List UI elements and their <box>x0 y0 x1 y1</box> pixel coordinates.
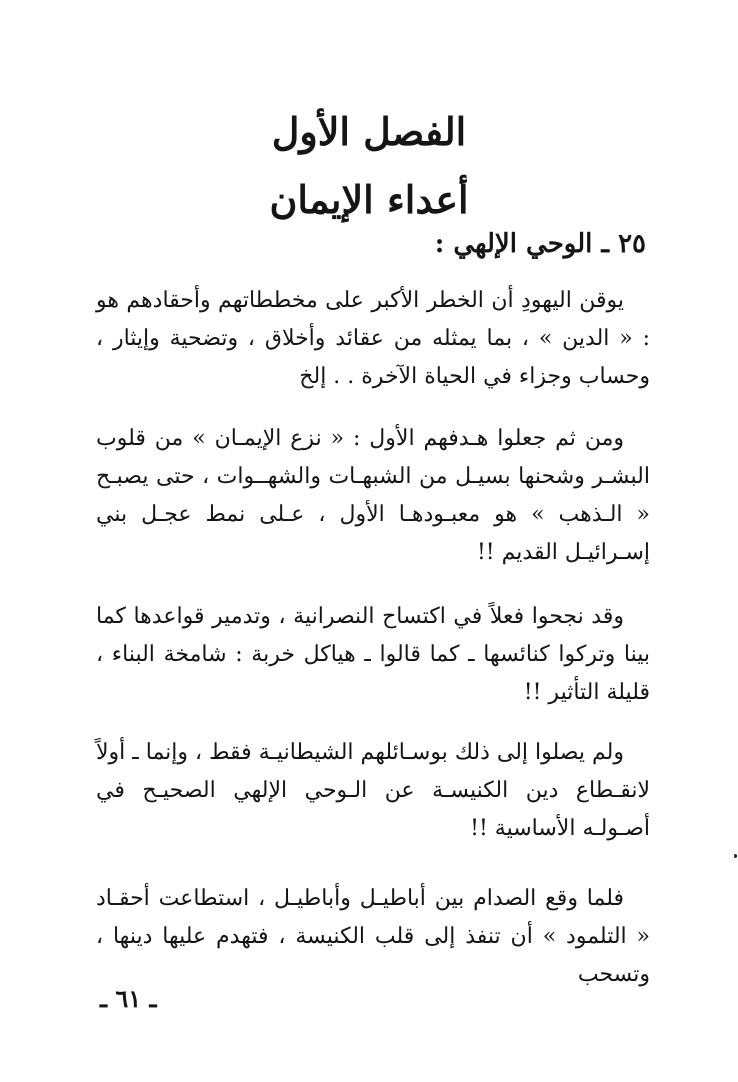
paragraph-4 <box>96 734 650 848</box>
chapter-subtitle: أعداء الإيمان <box>269 177 469 222</box>
paragraph-4-text: ولم يصلوا إلى ذلك بوسـائلهم الشيطانيـة فقط ، وإنما ـ أولاً لانقـطاع دين الكنيسـة عن الـوحي الإلهي الصحيـح في أصـولـه الأساسية !! <box>96 740 650 841</box>
section-heading: ٢٥ ـ الوحي الإلهي : <box>434 229 646 259</box>
page-number: ـ ٦١ ـ <box>100 984 157 1013</box>
paragraph-1 <box>96 282 650 396</box>
paragraph-3-text: وقد نجحوا فعلاً في اكتساح النصرانية ، وتدمير قواعدها كما بينا وتركوا كنائسها ـ كما قالوا ـ هياكل خربة : شامخة البناء ، قليلة التأثير !! <box>96 604 650 705</box>
paragraph-2 <box>96 420 650 572</box>
paragraph-3 <box>96 598 650 712</box>
paragraph-5-text: فلما وقع الصدام بين أباطيـل وأباطيـل ، استطاعت أحقـاد « التلمود » أن تنفذ إلى قلب الكنيسة ، فتهدم عليها دينها ، وتسحب <box>96 886 650 987</box>
paragraph-1-text: يوقن اليهودِ أن الخطر الأكبر على مخططاتهم وأحقادهم هو : « الدين » ، بما يمثله من عقائد وأخلاق ، وتضحية وإيثار ، وحساب وجزاء في الحياة الآخرة . . إلخ <box>96 288 650 389</box>
paragraph-5 <box>96 880 650 994</box>
chapter-title: الفصل الأول <box>271 109 467 154</box>
scan-speck <box>734 854 737 858</box>
paragraph-2-text: ومن ثم جعلوا هـدفهم الأول : « نزع الإيمـان » من قلوب البشـر وشحنها بسيـل من الشبهـات والشهــوات ، حتى يصبـح « الـذهب » هو معبـودهـا الأول ، عـلى نمط عجـل بني إسـرائيـل القديم !! <box>96 426 650 565</box>
